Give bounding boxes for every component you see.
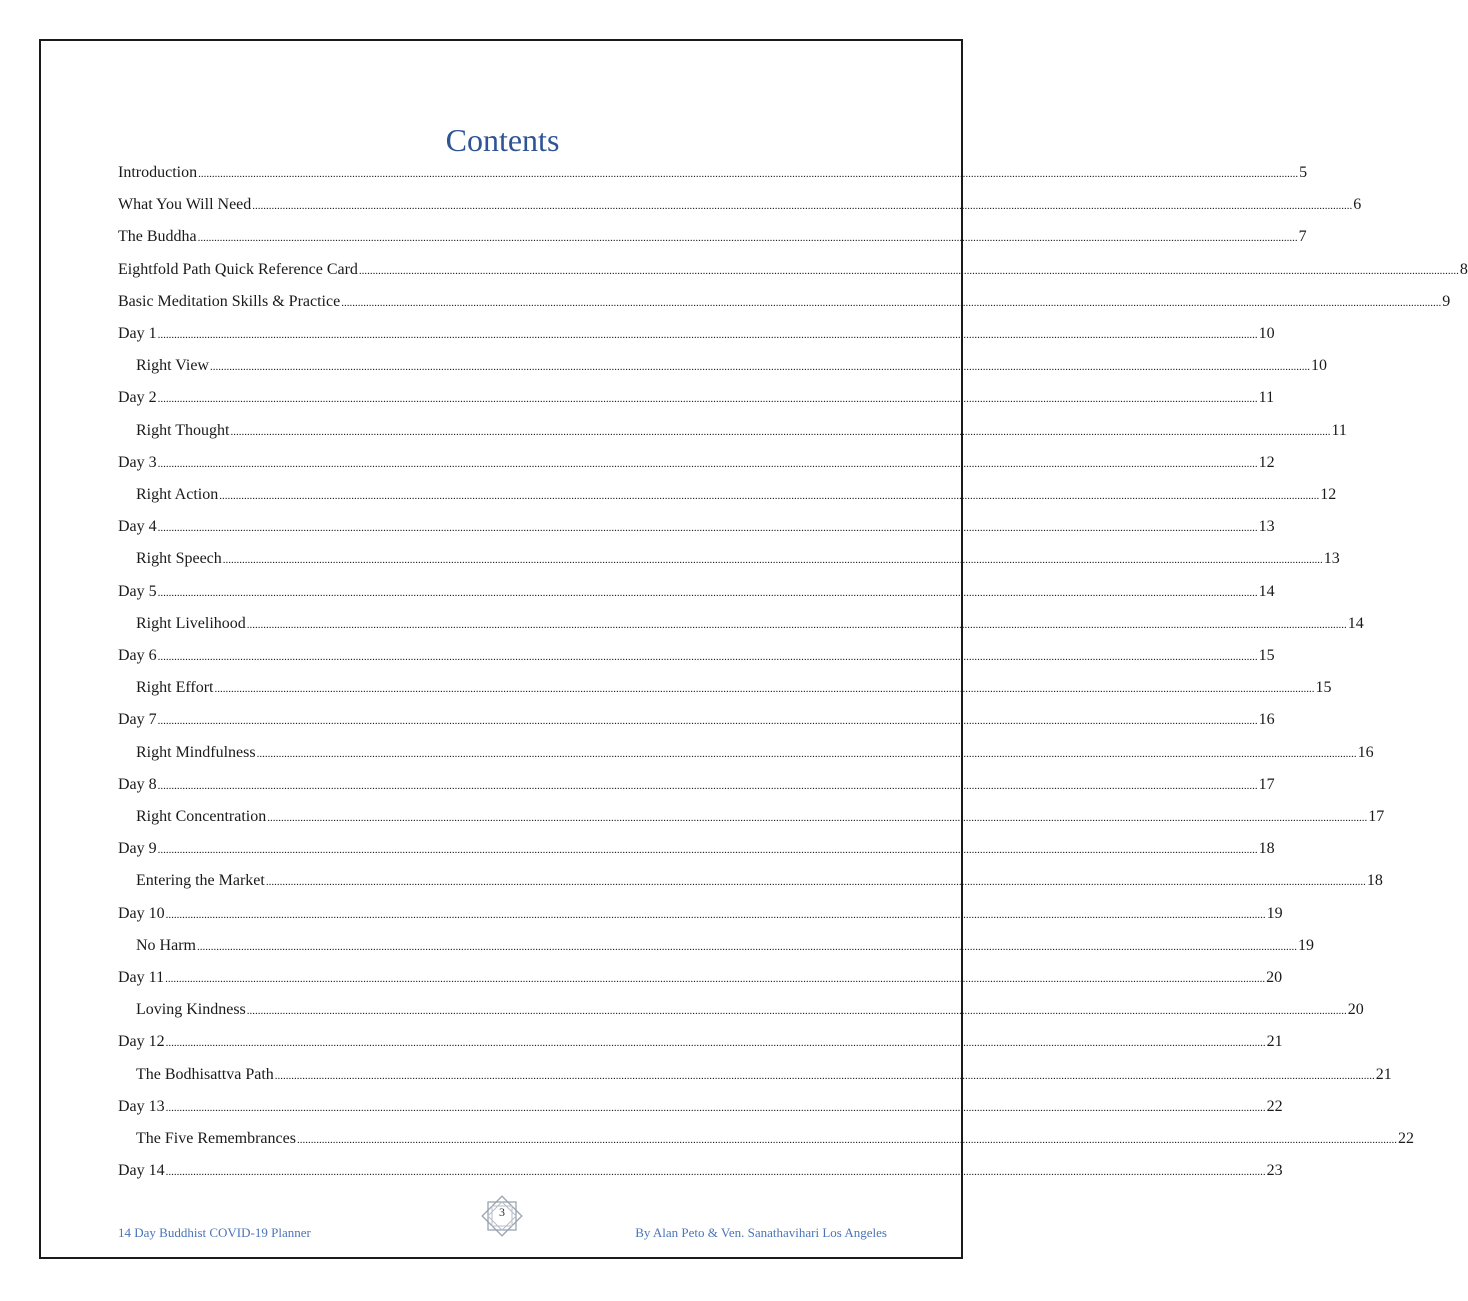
toc-entry-label: Right Concentration — [136, 808, 267, 825]
toc-dot-leader: ................................................................................................................................................................................................................................................................................................................................................................................................................ — [252, 200, 1353, 213]
toc-dot-leader: ................................................................................................................................................................................................................................................................................................................................................................................................................ — [157, 522, 1258, 535]
toc-entry[interactable] — [136, 482, 1337, 508]
toc-dot-leader: ................................................................................................................................................................................................................................................................................................................................................................................................................ — [157, 715, 1258, 728]
toc-entry[interactable] — [136, 611, 1364, 637]
toc-entry-label: Loving Kindness — [136, 1001, 246, 1019]
toc-dot-leader: ................................................................................................................................................................................................................................................................................................................................................................................................................ — [198, 168, 1299, 180]
toc-entry-label: Right Action — [136, 486, 219, 503]
toc-dot-leader: ................................................................................................................................................................................................................................................................................................................................................................................................................ — [246, 618, 1347, 631]
toc-entry-label: The Bodhisattva Path — [136, 1065, 274, 1083]
toc-entry-page: 16 — [1357, 743, 1374, 761]
toc-entry-label: Day 7 — [118, 711, 157, 729]
toc-dot-leader: ................................................................................................................................................................................................................................................................................................................................................................................................................ — [274, 1069, 1375, 1082]
toc-dot-leader: ................................................................................................................................................................................................................................................................................................................................................................................................................ — [219, 490, 1320, 502]
toc-entry-label: Day 2 — [118, 389, 157, 407]
toc-dot-leader: ................................................................................................................................................................................................................................................................................................................................................................................................................ — [165, 1101, 1266, 1114]
toc-dot-leader: ................................................................................................................................................................................................................................................................................................................................................................................................................ — [296, 1134, 1397, 1146]
toc-dot-leader: ................................................................................................................................................................................................................................................................................................................................................................................................................ — [157, 393, 1258, 406]
page-number: 3 — [499, 1205, 505, 1219]
toc-entry-page: 5 — [1299, 164, 1308, 181]
toc-entry-label: The Buddha — [118, 228, 197, 246]
toc-dot-leader: ................................................................................................................................................................................................................................................................................................................................................................................................................ — [230, 425, 1331, 438]
toc-entry-label: What You Will Need — [118, 196, 252, 214]
toc-entry-page: 7 — [1298, 228, 1307, 246]
toc-entry[interactable] — [136, 418, 1347, 444]
toc-entry[interactable] — [118, 257, 1468, 283]
toc-entry-page: 14 — [1258, 582, 1275, 600]
toc-entry-page: 22 — [1397, 1130, 1414, 1147]
toc-dot-leader: ................................................................................................................................................................................................................................................................................................................................................................................................................ — [157, 329, 1258, 341]
toc-dot-leader: ................................................................................................................................................................................................................................................................................................................................................................................................................ — [256, 747, 1357, 760]
toc-entry-page: 21 — [1375, 1065, 1392, 1083]
toc-entry-page: 12 — [1320, 486, 1337, 503]
toc-entry-label: Day 1 — [118, 325, 157, 342]
toc-entry[interactable] — [118, 160, 1308, 186]
toc-dot-leader: ................................................................................................................................................................................................................................................................................................................................................................................................................ — [157, 844, 1258, 857]
toc-entry[interactable] — [136, 997, 1364, 1023]
toc-entry[interactable] — [118, 514, 1275, 540]
toc-dot-leader: ................................................................................................................................................................................................................................................................................................................................................................................................................ — [341, 296, 1442, 309]
toc-dot-leader: ................................................................................................................................................................................................................................................................................................................................................................................................................ — [165, 1037, 1266, 1050]
footer-document-title: 14 Day Buddhist COVID-19 Planner — [118, 1225, 311, 1240]
toc-entry-page: 22 — [1266, 1097, 1283, 1115]
toc-entry-page: 10 — [1310, 357, 1327, 375]
toc-entry[interactable] — [136, 933, 1314, 959]
toc-entry-page: 23 — [1266, 1162, 1283, 1180]
toc-entry-page: 13 — [1323, 550, 1340, 568]
toc-dot-leader: ................................................................................................................................................................................................................................................................................................................................................................................................................ — [157, 651, 1258, 663]
toc-entry[interactable] — [118, 450, 1275, 476]
toc-entry[interactable] — [118, 901, 1283, 927]
toc-dot-leader: ................................................................................................................................................................................................................................................................................................................................................................................................................ — [157, 457, 1258, 470]
toc-entry-label: Day 9 — [118, 840, 157, 858]
toc-entry-label: Day 6 — [118, 647, 157, 664]
toc-dot-leader: ................................................................................................................................................................................................................................................................................................................................................................................................................ — [265, 876, 1366, 889]
toc-entry[interactable] — [118, 579, 1275, 605]
toc-entry-page: 15 — [1315, 679, 1332, 697]
toc-entry[interactable] — [118, 1029, 1283, 1055]
toc-entry-page: 12 — [1258, 453, 1275, 471]
toc-entry[interactable] — [118, 289, 1451, 315]
toc-dot-leader: ................................................................................................................................................................................................................................................................................................................................................................................................................ — [197, 232, 1298, 245]
toc-entry-page: 6 — [1353, 196, 1362, 214]
toc-dot-leader: ................................................................................................................................................................................................................................................................................................................................................................................................................ — [214, 683, 1315, 696]
toc-entry-label: Day 10 — [118, 904, 165, 922]
toc-entry-label: Right Speech — [136, 550, 222, 568]
footer-authors: By Alan Peto & Ven. Sanathavihari Los Angeles — [635, 1225, 887, 1240]
toc-dot-leader: ................................................................................................................................................................................................................................................................................................................................................................................................................ — [157, 779, 1258, 792]
toc-entry-page: 20 — [1347, 1001, 1364, 1019]
toc-entry-label: Day 14 — [118, 1162, 165, 1180]
toc-entry-label: Day 12 — [118, 1033, 165, 1051]
toc-entry-page: 18 — [1258, 840, 1275, 858]
toc-entry-label: Right Thought — [136, 421, 230, 439]
toc-entry-label: Right Livelihood — [136, 614, 246, 632]
toc-entry-page: 15 — [1258, 647, 1275, 664]
toc-entry-label: Eightfold Path Quick Reference Card — [118, 260, 358, 278]
toc-entry[interactable] — [118, 707, 1275, 733]
toc-entry[interactable] — [118, 772, 1275, 798]
toc-dot-leader: ................................................................................................................................................................................................................................................................................................................................................................................................................ — [165, 973, 1266, 985]
toc-entry[interactable] — [118, 1094, 1283, 1120]
toc-entry[interactable] — [136, 675, 1332, 701]
toc-dot-leader: ................................................................................................................................................................................................................................................................................................................................................................................................................ — [222, 554, 1323, 567]
toc-entry-label: Introduction — [118, 164, 198, 181]
toc-entry-label: Day 8 — [118, 775, 157, 793]
toc-entry[interactable] — [136, 740, 1374, 766]
toc-entry-label: No Harm — [136, 936, 196, 954]
toc-entry-label: Day 4 — [118, 518, 157, 536]
toc-dot-leader: ................................................................................................................................................................................................................................................................................................................................................................................................................ — [209, 361, 1310, 374]
toc-entry[interactable] — [136, 1126, 1414, 1152]
toc-entry-label: The Five Remembrances — [136, 1130, 296, 1147]
toc-entry-page: 17 — [1368, 808, 1385, 825]
toc-entry-page: 11 — [1331, 421, 1347, 439]
toc-entry-page: 19 — [1297, 936, 1314, 954]
toc-entry-page: 19 — [1266, 904, 1283, 922]
toc-entry-label: Day 3 — [118, 453, 157, 471]
toc-entry-page: 8 — [1459, 260, 1468, 278]
toc-entry[interactable] — [136, 1062, 1392, 1088]
toc-entry-page: 13 — [1258, 518, 1275, 536]
toc-entry[interactable] — [118, 224, 1307, 250]
toc-entry-label: Right Mindfulness — [136, 743, 256, 761]
toc-entry[interactable] — [118, 385, 1275, 411]
toc-dot-leader: ................................................................................................................................................................................................................................................................................................................................................................................................................ — [358, 264, 1459, 277]
toc-entry-label: Day 5 — [118, 582, 157, 600]
toc-entry-label: Basic Meditation Skills & Practice — [118, 292, 341, 310]
toc-entry-page: 14 — [1347, 614, 1364, 632]
toc-entry-page: 18 — [1366, 872, 1383, 890]
toc-entry[interactable] — [136, 546, 1340, 572]
toc-entry-page: 17 — [1258, 775, 1275, 793]
toc-dot-leader: ................................................................................................................................................................................................................................................................................................................................................................................................................ — [267, 812, 1368, 824]
toc-dot-leader: ................................................................................................................................................................................................................................................................................................................................................................................................................ — [165, 908, 1266, 921]
toc-entry[interactable] — [118, 836, 1275, 862]
toc-entry-page: 10 — [1258, 325, 1275, 342]
toc-dot-leader: ................................................................................................................................................................................................................................................................................................................................................................................................................ — [196, 940, 1297, 953]
toc-entry[interactable] — [118, 1158, 1283, 1184]
toc-entry[interactable] — [118, 192, 1362, 218]
toc-entry-label: Day 11 — [118, 969, 165, 986]
toc-entry-label: Right Effort — [136, 679, 214, 697]
toc-entry-page: 16 — [1258, 711, 1275, 729]
toc-entry-label: Right View — [136, 357, 209, 375]
toc-dot-leader: ................................................................................................................................................................................................................................................................................................................................................................................................................ — [246, 1005, 1347, 1018]
toc-entry-page: 21 — [1266, 1033, 1283, 1051]
toc-entry[interactable] — [118, 321, 1275, 347]
toc-entry-label: Day 13 — [118, 1097, 165, 1115]
page-title: Contents — [445, 122, 560, 158]
toc-entry-page: 20 — [1266, 969, 1283, 986]
toc-dot-leader: ................................................................................................................................................................................................................................................................................................................................................................................................................ — [157, 586, 1258, 599]
toc-dot-leader: ................................................................................................................................................................................................................................................................................................................................................................................................................ — [165, 1166, 1266, 1179]
toc-entry[interactable] — [118, 643, 1275, 669]
toc-entry[interactable] — [136, 868, 1383, 894]
toc-entry[interactable] — [136, 353, 1327, 379]
toc-entry[interactable] — [118, 965, 1283, 991]
toc-entry[interactable] — [136, 804, 1385, 830]
toc-entry-label: Entering the Market — [136, 872, 265, 890]
toc-entry-page: 9 — [1442, 292, 1451, 310]
toc-entry-page: 11 — [1258, 389, 1275, 407]
